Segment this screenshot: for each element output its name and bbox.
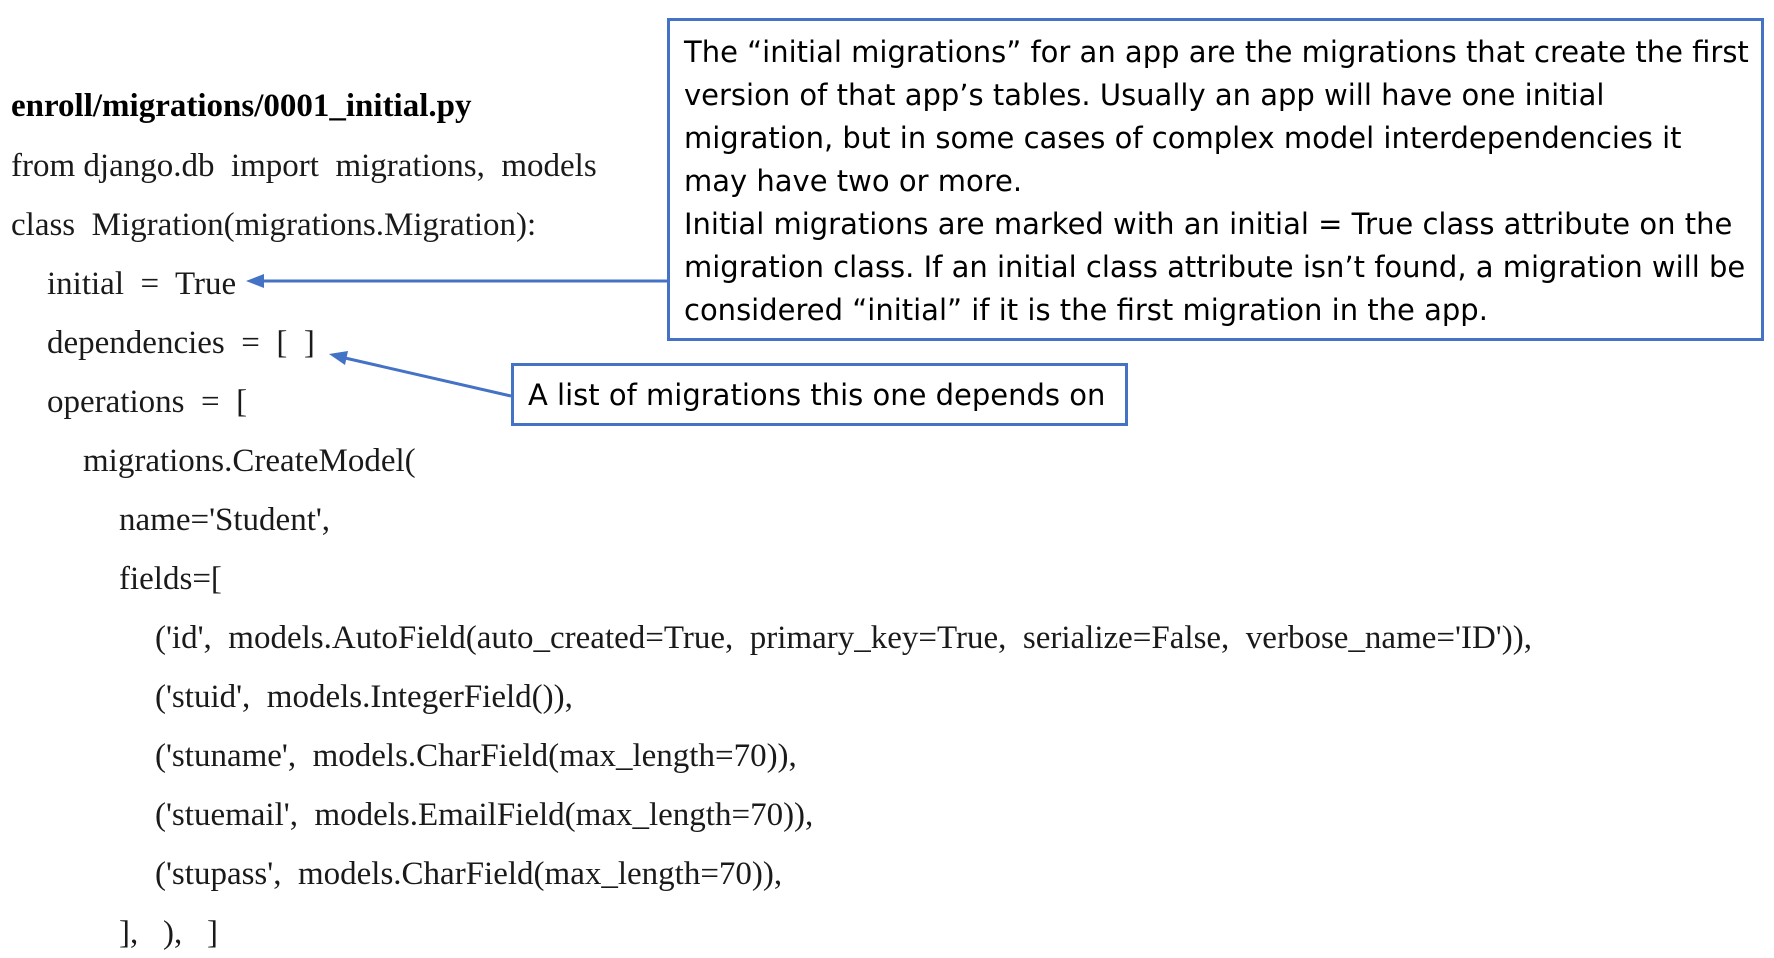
code-line-fields: fields=[ xyxy=(119,561,222,597)
code-line-import: from django.db import migrations, models xyxy=(11,148,597,184)
code-line-operations: operations = [ xyxy=(47,384,248,420)
initial-migrations-paragraph-2: Initial migrations are marked with an initial = True class attribute on the migration class. If an initial class attribute isn’t found, a migration will be considered “initial” if it is the first migration in the app. xyxy=(684,207,1746,327)
code-line-field-stupass: ('stupass', models.CharField(max_length=70)), xyxy=(155,856,783,892)
code-line-class: class Migration(migrations.Migration): xyxy=(11,207,537,243)
code-line-field-stuid: ('stuid', models.IntegerField()), xyxy=(155,679,573,715)
arrow-dependencies-line xyxy=(345,358,511,396)
code-line-createmodel: migrations.CreateModel( xyxy=(83,443,416,479)
arrow-dependencies-head xyxy=(329,351,348,365)
initial-migrations-callout xyxy=(667,18,1764,341)
code-line-dependencies: dependencies = [ ] xyxy=(47,325,315,361)
initial-migrations-paragraph-1: The “initial migrations” for an app are the migrations that create the first version of that app’s tables. Usually an app will have one initial migration, but in some cases of complex model interdependencies it may have two or more. xyxy=(684,35,1749,198)
code-line-field-id: ('id', models.AutoField(auto_created=True, primary_key=True, serialize=False, verbose_name='ID')), xyxy=(155,620,1532,656)
code-line-initial: initial = True xyxy=(47,266,237,302)
code-line-field-stuname: ('stuname', models.CharField(max_length=70)), xyxy=(155,738,797,774)
code-line-field-stuemail: ('stuemail', models.EmailField(max_length=70)), xyxy=(155,797,814,833)
code-line-closing: ], ), ] xyxy=(119,915,218,951)
code-file-title: enroll/migrations/0001_initial.py xyxy=(11,88,472,124)
dependencies-callout: A list of migrations this one depends on xyxy=(511,363,1128,426)
arrow-initial-head xyxy=(246,274,264,288)
code-line-name: name='Student', xyxy=(119,502,331,538)
